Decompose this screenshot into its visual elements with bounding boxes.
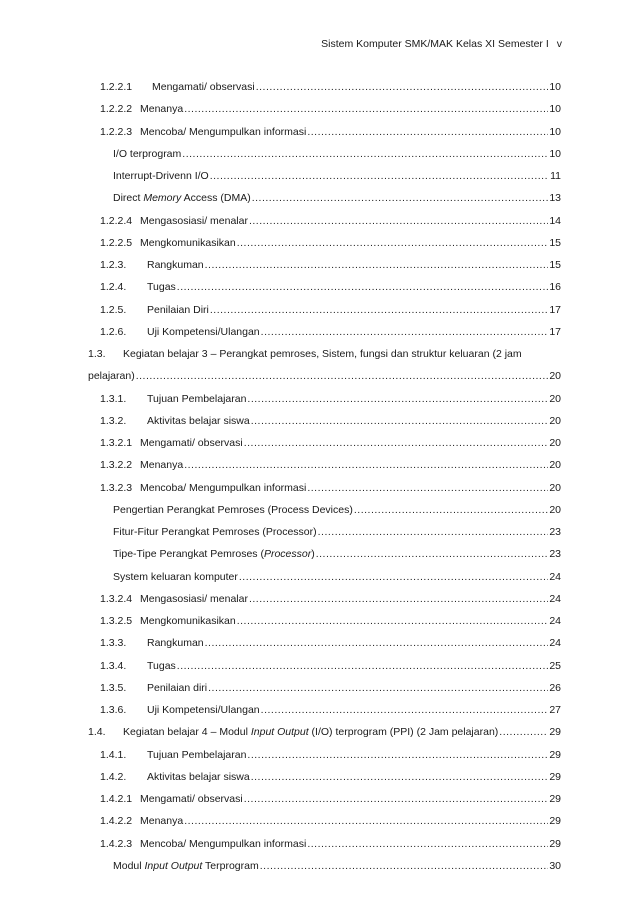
toc-entry-1-4-2[interactable] [88, 766, 561, 788]
toc-number: 1.3.5. [100, 681, 127, 694]
toc-leader [251, 766, 548, 788]
toc-entry-1-3-2-1[interactable] [88, 432, 561, 454]
toc-number: 1.4. [88, 726, 106, 739]
toc-leader [354, 499, 548, 521]
toc-title: Mengasosiasi/ menalar [140, 214, 248, 227]
toc-entry-1-3-1[interactable] [88, 388, 561, 410]
toc-page: 24 [549, 637, 561, 650]
toc-title: Tipe-Tipe Perangkat Pemroses (Processor) [113, 548, 315, 561]
toc-entry-1-2-2-1[interactable] [88, 76, 561, 98]
toc-entry-1-2-2-2[interactable] [88, 98, 561, 120]
toc-entry-1-3-3[interactable] [88, 632, 561, 654]
toc-entry-1-3-2-2[interactable] [88, 454, 561, 476]
toc-title: Fitur-Fitur Perangkat Pemroses (Processor) [113, 526, 317, 538]
toc-number: 1.3.1. [100, 392, 127, 405]
toc-number: 1.3.2.4 [100, 592, 133, 605]
toc-title: Modul Input Output Terprogram [113, 859, 259, 872]
toc-leader [237, 232, 548, 254]
toc-number: 1.2.2.1 [100, 81, 133, 93]
toc-title: Penilaian Diri [147, 303, 209, 316]
toc-leader [247, 388, 548, 410]
toc-title: Penilaian diri [147, 681, 208, 694]
toc-leader [244, 788, 548, 810]
toc-title: Mengamati/ observasi [152, 81, 255, 93]
toc-title: Tujuan Pembelajaran [147, 392, 247, 405]
toc-number: 1.3.4. [100, 659, 127, 672]
toc-entry-1-3-2-5[interactable] [88, 610, 561, 632]
toc-title: Mencoba/ Mengumpulkan informasi [140, 125, 307, 138]
toc-title: Mengkomunikasikan [140, 615, 236, 627]
toc-number: 1.2.5. [100, 303, 127, 316]
toc-entry-system-keluaran[interactable] [88, 566, 561, 588]
toc-page: 15 [549, 236, 561, 249]
toc-title: Menanya [140, 459, 184, 472]
toc-number: 1.2.2.5 [100, 236, 133, 249]
toc-entry-1-4-2-2[interactable] [88, 810, 561, 832]
toc-leader [184, 810, 548, 832]
toc-title: Mengkomunikasikan [140, 236, 236, 249]
toc-title: Tugas [147, 281, 176, 294]
toc-title: Tugas [147, 659, 176, 672]
toc-title: Uji Kompetensi/Ulangan [147, 325, 260, 338]
toc-page: 16 [549, 281, 561, 294]
toc-title: Mencoba/ Mengumpulkan informasi [140, 837, 307, 850]
toc-leader [318, 521, 548, 543]
toc-title: Mencoba/ Mengumpulkan informasi [140, 481, 307, 494]
toc-title: Rangkuman [147, 637, 204, 650]
toc-page: 14 [549, 214, 561, 227]
toc-page: 25 [549, 659, 561, 672]
toc-title: Aktivitas belajar siswa [147, 414, 250, 427]
toc-leader [499, 721, 548, 743]
toc-page: 20 [549, 414, 561, 427]
toc-page: 11 [550, 170, 561, 182]
toc-title: Menanya [140, 815, 184, 828]
toc-page: 27 [549, 704, 561, 716]
toc-title: Aktivitas belajar siswa [147, 770, 250, 783]
toc-number: 1.4.1. [100, 748, 127, 761]
toc-number: 1.2.2.3 [100, 125, 133, 138]
header-title: Sistem Komputer SMK/MAK Kelas XI Semester I [321, 38, 549, 50]
toc-number: 1.3.2.2 [100, 459, 133, 472]
toc-entry-1-3-6[interactable] [88, 699, 561, 721]
toc-number: 1.3.6. [100, 704, 127, 716]
toc-number: 1.2.6. [100, 325, 127, 338]
toc-title: I/O terprogram [113, 147, 182, 160]
toc-page: 29 [549, 815, 561, 828]
toc-leader [237, 610, 548, 632]
toc-entry-1-4-2-1[interactable] [88, 788, 561, 810]
toc-leader [208, 677, 548, 699]
toc-title: Direct Memory Access (DMA) [113, 192, 251, 205]
toc-leader [182, 143, 548, 165]
toc-number: 1.4.2.3 [100, 837, 133, 850]
toc-leader [177, 276, 548, 298]
toc-leader [260, 855, 548, 877]
toc-number: 1.2.3. [100, 259, 127, 271]
toc-entry-io-terprogram[interactable] [88, 143, 561, 165]
toc-leader [261, 699, 548, 721]
toc-number: 1.2.2.4 [100, 214, 133, 227]
toc-page: 20 [549, 459, 561, 472]
toc-page: 26 [549, 681, 561, 694]
toc-title-line2: pelajaran) [88, 370, 135, 383]
toc-page: 20 [549, 370, 561, 383]
toc-leader [249, 210, 548, 232]
toc-entry-1-2-4[interactable] [88, 276, 561, 298]
toc-page: 10 [549, 103, 561, 116]
toc-page: 20 [549, 503, 561, 516]
toc-leader [184, 98, 548, 120]
toc-entry-1-2-2-4[interactable] [88, 210, 561, 232]
toc-entry-1-2-5[interactable] [88, 299, 561, 321]
table-of-contents [88, 76, 561, 877]
toc-page: 20 [549, 437, 561, 449]
toc-leader [136, 365, 548, 387]
header-page-number: v [556, 38, 562, 50]
toc-title: Kegiatan belajar 4 – Modul Input Output (I/O) terprogram (PPI) (2 Jam pelajaran) [123, 726, 499, 739]
toc-number: 1.3.2.3 [100, 481, 133, 494]
toc-page: 10 [549, 147, 561, 160]
toc-leader [210, 165, 548, 187]
toc-number: 1.3.2.1 [100, 437, 133, 449]
toc-entry-1-3-4[interactable] [88, 655, 561, 677]
toc-number: 1.3. [88, 348, 106, 360]
toc-leader [252, 187, 548, 209]
toc-title: Tujuan Pembelajaran [147, 748, 247, 761]
toc-page: 17 [549, 303, 561, 316]
toc-leader [307, 121, 548, 143]
toc-page: 24 [549, 592, 561, 605]
toc-entry-1-3[interactable] [88, 343, 561, 388]
toc-number: 1.3.3. [100, 637, 127, 650]
toc-title: Uji Kompetensi/Ulangan [147, 704, 260, 716]
toc-title: Interrupt-Drivenn I/O [113, 170, 209, 182]
toc-leader [244, 432, 548, 454]
toc-number: 1.4.2. [100, 770, 127, 783]
toc-title-line1: Kegiatan belajar 3 – Perangkat pemroses, Sistem, fungsi dan struktur keluaran (2 jam [123, 348, 522, 360]
toc-page: 23 [549, 526, 561, 538]
toc-leader [249, 588, 548, 610]
toc-page: 24 [549, 615, 561, 627]
toc-leader [261, 321, 548, 343]
toc-page: 29 [549, 770, 561, 783]
toc-entry-1-2-2-5[interactable] [88, 232, 561, 254]
toc-page: 29 [549, 748, 561, 761]
toc-entry-1-4[interactable] [88, 721, 561, 743]
toc-entry-1-3-2-3[interactable] [88, 477, 561, 499]
toc-page: 20 [549, 481, 561, 494]
toc-entry-interrupt-driven-io[interactable] [88, 165, 561, 187]
toc-entry-1-3-2-4[interactable] [88, 588, 561, 610]
toc-entry-1-4-1[interactable] [88, 744, 561, 766]
toc-leader [247, 744, 548, 766]
toc-entry-1-3-2[interactable] [88, 410, 561, 432]
toc-leader [205, 632, 548, 654]
toc-leader [316, 543, 548, 565]
toc-number: 1.3.2.5 [100, 615, 133, 627]
toc-title: Mengasosiasi/ menalar [140, 592, 248, 605]
toc-leader [177, 655, 548, 677]
toc-page: 17 [549, 325, 561, 338]
toc-leader [184, 454, 548, 476]
toc-leader [307, 833, 548, 855]
toc-title: Rangkuman [147, 259, 204, 271]
toc-number: 1.3.2. [100, 414, 127, 427]
toc-title: Pengertian Perangkat Pemroses (Process Devices) [113, 503, 353, 516]
toc-entry-1-2-2-3[interactable] [88, 121, 561, 143]
toc-number: 1.4.2.2 [100, 815, 133, 828]
toc-page: 24 [549, 570, 561, 583]
toc-entry-dma[interactable] [88, 187, 561, 209]
toc-entry-pengertian-perangkat-pemroses[interactable] [88, 499, 561, 521]
toc-title: Mengamati/ observasi [140, 793, 243, 805]
toc-page: 29 [549, 793, 561, 805]
toc-leader [205, 254, 548, 276]
toc-leader [256, 76, 548, 98]
toc-title: Mengamati/ observasi [140, 437, 243, 449]
toc-entry-modul-input-output[interactable] [88, 855, 561, 877]
toc-page: 10 [549, 81, 561, 93]
toc-entry-1-2-6[interactable] [88, 321, 561, 343]
toc-page: 29 [549, 726, 561, 739]
toc-title: System keluaran komputer [113, 570, 238, 583]
toc-entry-1-4-2-3[interactable] [88, 833, 561, 855]
toc-page: 15 [549, 259, 561, 271]
toc-page: 30 [549, 859, 561, 872]
toc-leader [251, 410, 548, 432]
toc-leader [210, 299, 548, 321]
toc-entry-tipe-perangkat-pemroses[interactable] [88, 543, 561, 565]
toc-number: 1.2.4. [100, 281, 127, 294]
toc-entry-1-2-3[interactable] [88, 254, 561, 276]
toc-page: 29 [549, 837, 561, 850]
toc-number: 1.4.2.1 [100, 793, 133, 805]
toc-page: 10 [549, 125, 561, 138]
toc-page: 13 [549, 192, 561, 205]
running-header [321, 38, 562, 50]
toc-leader [239, 566, 548, 588]
toc-page: 23 [549, 548, 561, 561]
toc-page: 20 [549, 392, 561, 405]
toc-entry-fitur-perangkat-pemroses[interactable] [88, 521, 561, 543]
toc-entry-1-3-5[interactable] [88, 677, 561, 699]
toc-title: Menanya [140, 103, 184, 116]
toc-number: 1.2.2.2 [100, 103, 133, 116]
toc-leader [307, 477, 548, 499]
